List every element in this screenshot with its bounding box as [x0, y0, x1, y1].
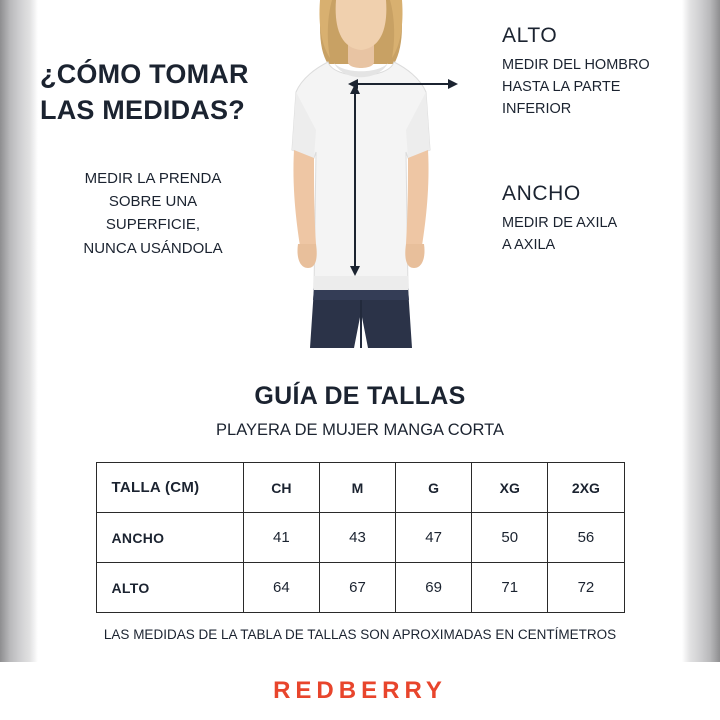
- cell-alto-g: 69: [396, 563, 472, 613]
- cell-alto-ch: 64: [243, 563, 319, 613]
- size-guide-card: [38, 0, 682, 720]
- table-header-cell-5: 2XG: [548, 463, 624, 513]
- ancho-line-2: A AXILA: [502, 237, 556, 253]
- how-to-measure-title: [38, 56, 268, 129]
- alto-line-1: MEDIR DEL HOMBRO: [502, 57, 650, 73]
- how-to-measure-instructions: [38, 167, 268, 260]
- cell-alto-xg: 71: [472, 563, 548, 613]
- row-label-alto: ALTO: [96, 563, 243, 613]
- cell-ancho-2xg: 56: [548, 513, 624, 563]
- table-row: [96, 513, 624, 563]
- ancho-heading: ANCHO: [502, 182, 581, 206]
- alto-line-2: HASTA LA PARTE: [502, 78, 621, 95]
- size-guide-subtitle: PLAYERA DE MUJER MANGA CORTA: [216, 421, 504, 439]
- cell-ancho-m: 43: [319, 513, 395, 563]
- table-header-row: [96, 463, 624, 513]
- brand-logo: REDBERRY: [273, 677, 447, 704]
- table-header-cell-4: XG: [472, 463, 548, 513]
- footer: [0, 662, 720, 720]
- instruction-line-4: NUNCA USÁNDOLA: [83, 239, 223, 257]
- row-label-ancho: ANCHO: [96, 513, 243, 563]
- model-illustration: [256, 0, 466, 348]
- cell-ancho-ch: 41: [243, 513, 319, 563]
- alto-heading: ALTO: [502, 24, 558, 47]
- table-header-cell-2: M: [319, 463, 395, 513]
- how-to-measure-title-line1: ¿CÓMO TOMAR: [40, 59, 249, 89]
- ancho-description: [502, 213, 692, 257]
- top-section: [38, 0, 682, 352]
- size-table: [96, 462, 625, 613]
- table-header-cell-1: CH: [243, 463, 319, 513]
- model-photo: [256, 0, 466, 348]
- instruction-line-1: MEDIR LA PRENDA: [84, 169, 222, 187]
- cell-alto-2xg: 72: [548, 563, 624, 613]
- how-to-measure-block: [38, 56, 268, 260]
- table-header-cell-0: TALLA (CM): [96, 463, 243, 513]
- cell-alto-m: 67: [319, 563, 395, 613]
- size-guide-title: GUÍA DE TALLAS: [254, 382, 466, 410]
- ancho-line-1: MEDIR DE AXILA: [502, 215, 618, 232]
- measurement-definitions: [502, 24, 692, 257]
- cell-ancho-g: 47: [396, 513, 472, 563]
- alto-line-3: INFERIOR: [502, 100, 572, 117]
- cell-ancho-xg: 50: [472, 513, 548, 563]
- instruction-line-2: SOBRE UNA: [108, 193, 198, 211]
- table-note: LAS MEDIDAS DE LA TABLA DE TALLAS SON APROXIMADAS EN CENTÍMETROS: [103, 627, 617, 642]
- spacer: [502, 120, 692, 182]
- instruction-line-3: SUPERFICIE,: [105, 216, 201, 234]
- table-header-cell-3: G: [396, 463, 472, 513]
- alto-description: [502, 55, 692, 120]
- how-to-measure-title-line2: LAS MEDIDAS?: [40, 95, 245, 126]
- size-guide-section: [38, 382, 682, 642]
- table-row: [96, 563, 624, 613]
